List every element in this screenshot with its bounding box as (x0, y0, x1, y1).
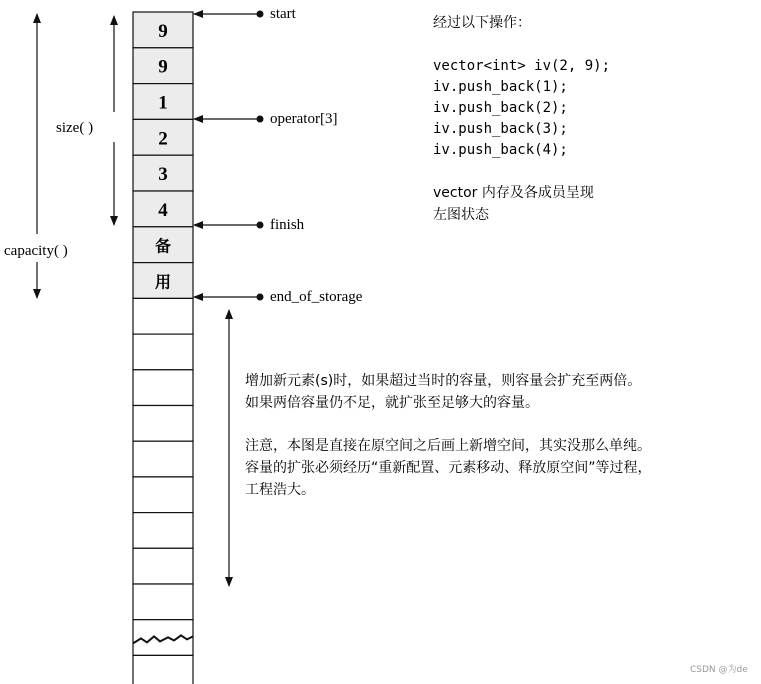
note-line: 增加新元素(s)时，如果超过当时的容量，则容量会扩充至两倍。 (245, 373, 642, 389)
empty-cell (133, 298, 193, 334)
note-line: 工程浩大。 (245, 482, 315, 498)
size-dimension (56, 16, 114, 225)
empty-cell (133, 548, 193, 584)
empty-cell (133, 477, 193, 513)
empty-cell (133, 513, 193, 549)
element-value: 3 (158, 164, 168, 186)
code-intro: 经过以下操作： (433, 15, 531, 31)
pointer-finish-label: finish (270, 217, 305, 233)
code-line: iv.push_back(1); (433, 79, 568, 95)
pointer-operator-label: operator[3] (270, 111, 338, 127)
watermark: CSDN @为de (690, 665, 748, 675)
element-value: 4 (158, 199, 168, 221)
size-label: size( ) (56, 120, 94, 136)
spare-label: 备 (154, 236, 172, 256)
capacity-dimension (4, 14, 68, 298)
code-block (433, 14, 610, 223)
code-line: iv.push_back(4); (433, 142, 568, 158)
pointer-end-of-storage-label: end_of_storage (270, 289, 363, 305)
note-line: 如果两倍容量仍不足，就扩张至足够大的容量。 (245, 395, 539, 411)
capacity-label: capacity( ) (4, 243, 68, 259)
spare-label: 用 (154, 272, 172, 292)
code-outro-line: 左图状态 (433, 207, 489, 223)
pointer-start-label: start (270, 6, 296, 22)
empty-cell (133, 441, 193, 477)
code-line: vector<int> iv(2, 9); (433, 58, 611, 74)
empty-cell (133, 334, 193, 370)
empty-cell (133, 584, 193, 620)
memory-column (133, 12, 193, 684)
code-outro-line: vector 内存及各成员呈现 (433, 185, 594, 201)
note-line: 容量的扩张必须经历“重新配置、元素移动、释放原空间”等过程， (245, 460, 652, 476)
growth-note (245, 372, 652, 498)
element-value: 9 (158, 20, 168, 42)
element-value: 1 (158, 92, 168, 114)
pointer-operator (194, 111, 337, 127)
element-value: 2 (158, 128, 168, 150)
empty-cell (133, 655, 193, 684)
code-line: iv.push_back(3); (433, 121, 568, 137)
pointer-finish (194, 217, 305, 233)
pointer-start (194, 6, 297, 22)
code-line: iv.push_back(2); (433, 100, 568, 116)
empty-cell (133, 406, 193, 442)
empty-cell (133, 370, 193, 406)
element-value: 9 (158, 56, 168, 78)
note-line: 注意，本图是直接在原空间之后画上新增空间，其实没那么单纯。 (245, 438, 651, 454)
pointer-end-of-storage (194, 289, 363, 305)
